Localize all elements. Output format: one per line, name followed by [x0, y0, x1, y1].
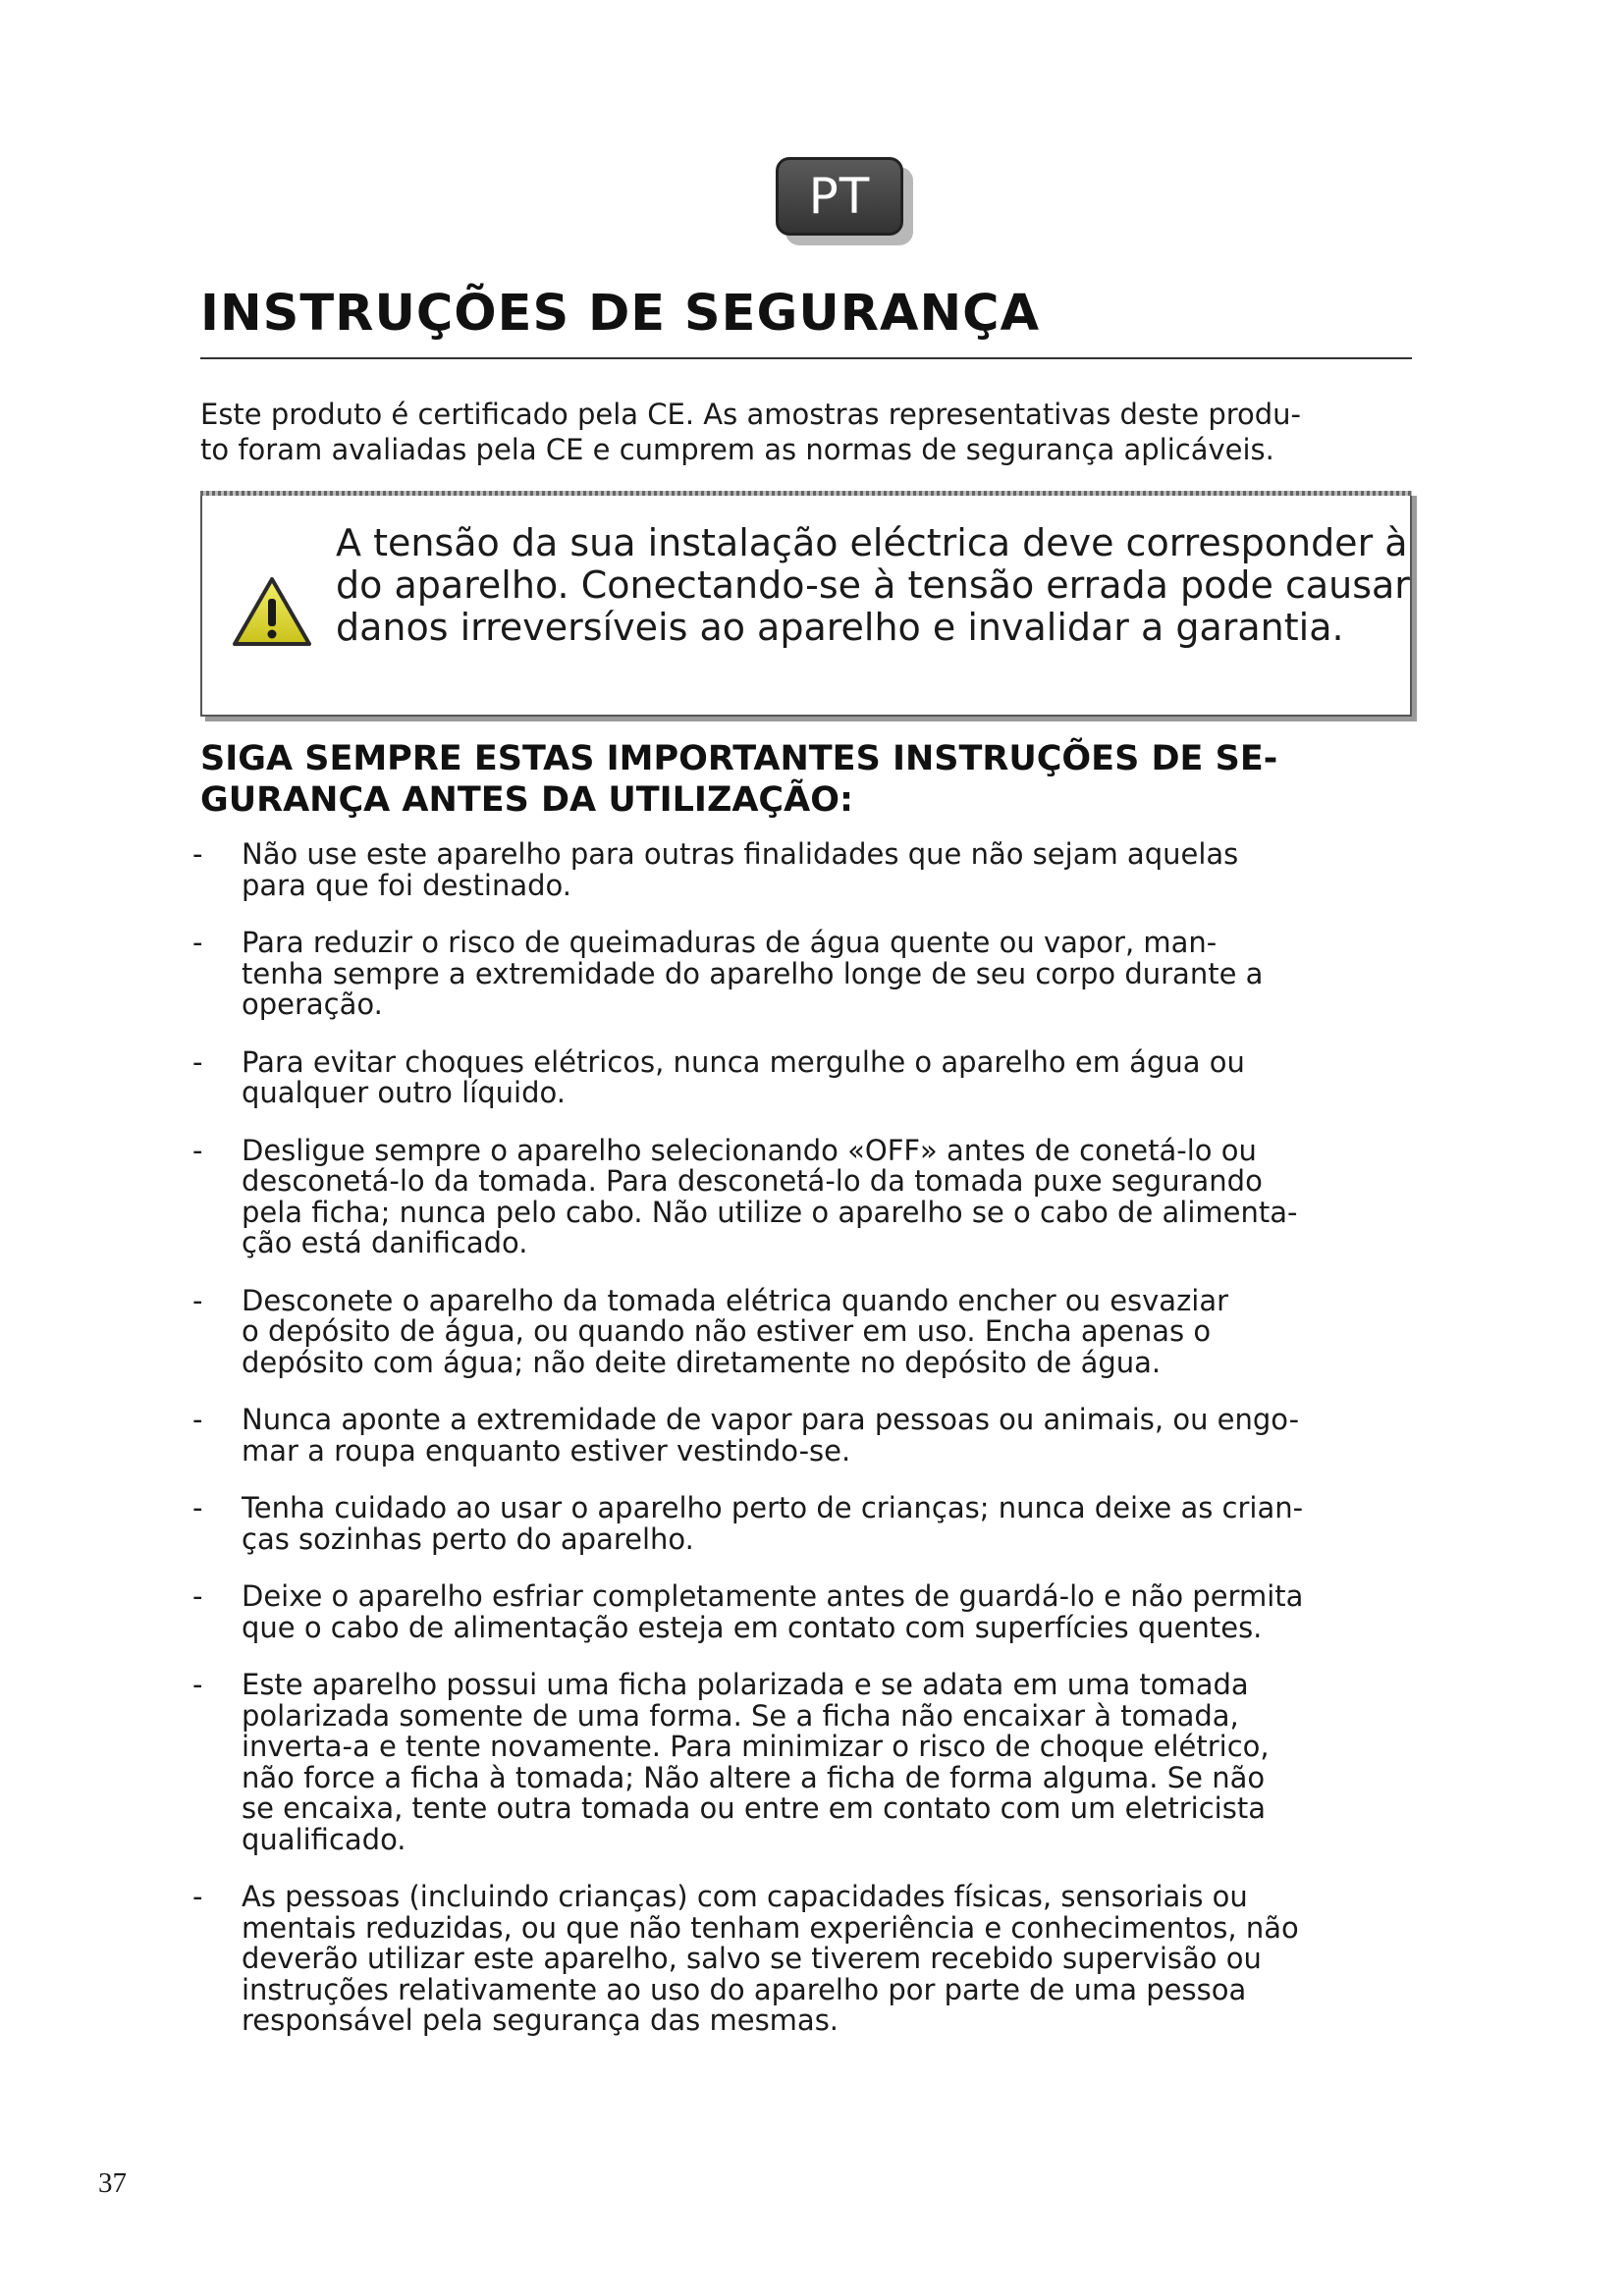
instruction-line: Para reduzir o risco de queimaduras de água quente ou vapor, man-	[242, 926, 1218, 959]
section-heading	[200, 738, 1418, 821]
intro-line: Este produto é certificado pela CE. As amostras representativas deste produ-	[200, 398, 1302, 431]
instruction-line: deverão utilizar este aparelho, salvo se tiverem recebido supervisão ou	[242, 1942, 1262, 1975]
instruction-line: se encaixa, tente outra tomada ou entre em contato com um eletricista	[242, 1791, 1266, 1825]
warning-line: do aparelho. Conectando-se à tensão errada pode causar	[336, 563, 1410, 607]
warning-line: A tensão da sua instalação eléctrica deve corresponder à	[336, 521, 1408, 564]
instruction-line: ção está danificado.	[242, 1226, 528, 1259]
instruction-line: mar a roupa enquanto estiver vestindo-se.	[242, 1433, 851, 1468]
instruction-line: Este aparelho possui uma ficha polarizada e se adata em uma tomada	[242, 1668, 1249, 1701]
instruction-line: qualificado.	[242, 1822, 406, 1856]
instruction-line: que o cabo de alimentação esteja em contato com superfícies quentes.	[242, 1610, 1263, 1644]
instruction-line: tenha sempre a extremidade do aparelho longe de seu corpo durante a	[242, 956, 1264, 990]
title-divider	[200, 357, 1412, 359]
section-heading-line: SIGA SEMPRE ESTAS IMPORTANTES INSTRUÇÕES DE SE-	[200, 739, 1278, 778]
instruction-line: operação.	[242, 988, 383, 1021]
warning-line: danos irreversíveis ao aparelho e invalidar a garantia.	[336, 606, 1344, 649]
section-heading-line: GURANÇA ANTES DA UTILIZAÇÃO:	[200, 780, 853, 820]
warning-text	[336, 521, 1410, 649]
bullet-dash: -	[192, 1133, 203, 1167]
instruction-line: Deixe o aparelho esfriar completamente antes de guardá-lo e não permita	[242, 1579, 1304, 1613]
voltage-warning-box	[200, 491, 1412, 717]
instruction-line: não force a ficha à tomada; Não altere a ficha de forma alguma. Se não	[242, 1760, 1266, 1794]
intro-line: to foram avaliadas pela CE e cumprem as normas de segurança aplicáveis.	[200, 433, 1274, 466]
intro-paragraph	[200, 397, 1418, 467]
instruction-line: Para evitar choques elétricos, nunca mergulhe o aparelho em água ou	[242, 1044, 1245, 1079]
instruction-line: Nunca aponte a extremidade de vapor para pessoas ou animais, ou engo-	[242, 1403, 1300, 1436]
instruction-line: As pessoas (incluindo crianças) com capacidades físicas, sensoriais ou	[242, 1880, 1248, 1913]
instruction-line: depósito com água; não deite diretamente no depósito de água.	[242, 1345, 1162, 1379]
bullet-dash: -	[192, 1403, 203, 1436]
instruction-line: para que foi destinado.	[242, 868, 571, 902]
instruction-line: polarizada somente de uma forma. Se a ficha não encaixar à tomada,	[242, 1698, 1239, 1733]
safety-instruction-item	[192, 1283, 1420, 1379]
instruction-line: desconetá-lo da tomada. Para desconetá-lo da tomada puxe segurando	[242, 1164, 1263, 1198]
safety-instruction-item	[192, 1670, 1420, 1855]
page-title: INSTRUÇÕES DE SEGURANÇA	[200, 285, 1041, 343]
page-number: 37	[98, 2167, 127, 2199]
safety-instruction-item	[192, 928, 1420, 1021]
safety-instruction-item	[192, 1581, 1420, 1643]
safety-instruction-item	[192, 839, 1420, 901]
instruction-line: Tenha cuidado ao usar o aparelho perto de crianças; nunca deixe as crian-	[242, 1491, 1304, 1524]
bullet-dash: -	[192, 1579, 203, 1613]
bullet-dash: -	[192, 1668, 203, 1701]
bullet-dash: -	[192, 1491, 203, 1524]
safety-instruction-item	[192, 1405, 1420, 1467]
instruction-line: Não use este aparelho para outras finalidades que não sejam aquelas	[242, 837, 1239, 871]
language-badge	[776, 157, 913, 247]
safety-instruction-item	[192, 1882, 1420, 2037]
safety-instruction-item	[192, 1493, 1420, 1555]
instruction-line: pela ficha; nunca pelo cabo. Não utilize o aparelho se o cabo de alimenta-	[242, 1195, 1298, 1229]
bullet-dash: -	[192, 1044, 203, 1079]
safety-instruction-item	[192, 1044, 1420, 1109]
instruction-line: inverta-a e tente novamente. Para minimizar o risco de choque elétrico,	[242, 1730, 1270, 1763]
bullet-dash: -	[192, 1880, 203, 1913]
instruction-line: Desconete o aparelho da tomada elétrica quando encher ou esvaziar	[242, 1283, 1229, 1317]
instruction-line: Desligue sempre o aparelho selecionando «OFF» antes de conetá-lo ou	[242, 1133, 1257, 1167]
safety-instruction-item	[192, 1133, 1420, 1259]
bullet-dash: -	[192, 837, 203, 871]
instruction-line: responsável pela segurança das mesmas.	[242, 2003, 839, 2037]
language-badge-label: PT	[776, 157, 903, 236]
instruction-line: qualquer outro líquido.	[242, 1076, 566, 1109]
instruction-line: mentais reduzidas, ou que não tenham experiência e conhecimentos, não	[242, 1910, 1299, 1945]
bullet-dash: -	[192, 926, 203, 959]
warning-triangle-icon	[232, 575, 312, 648]
instruction-line: instruções relativamente ao uso do aparelho por parte de uma pessoa	[242, 1972, 1247, 2006]
instruction-line: o depósito de água, ou quando não estiver em uso. Encha apenas o	[242, 1314, 1212, 1348]
instruction-line: ças sozinhas perto do aparelho.	[242, 1522, 694, 1556]
bullet-dash: -	[192, 1283, 203, 1317]
safety-instructions-list	[192, 839, 1420, 2063]
